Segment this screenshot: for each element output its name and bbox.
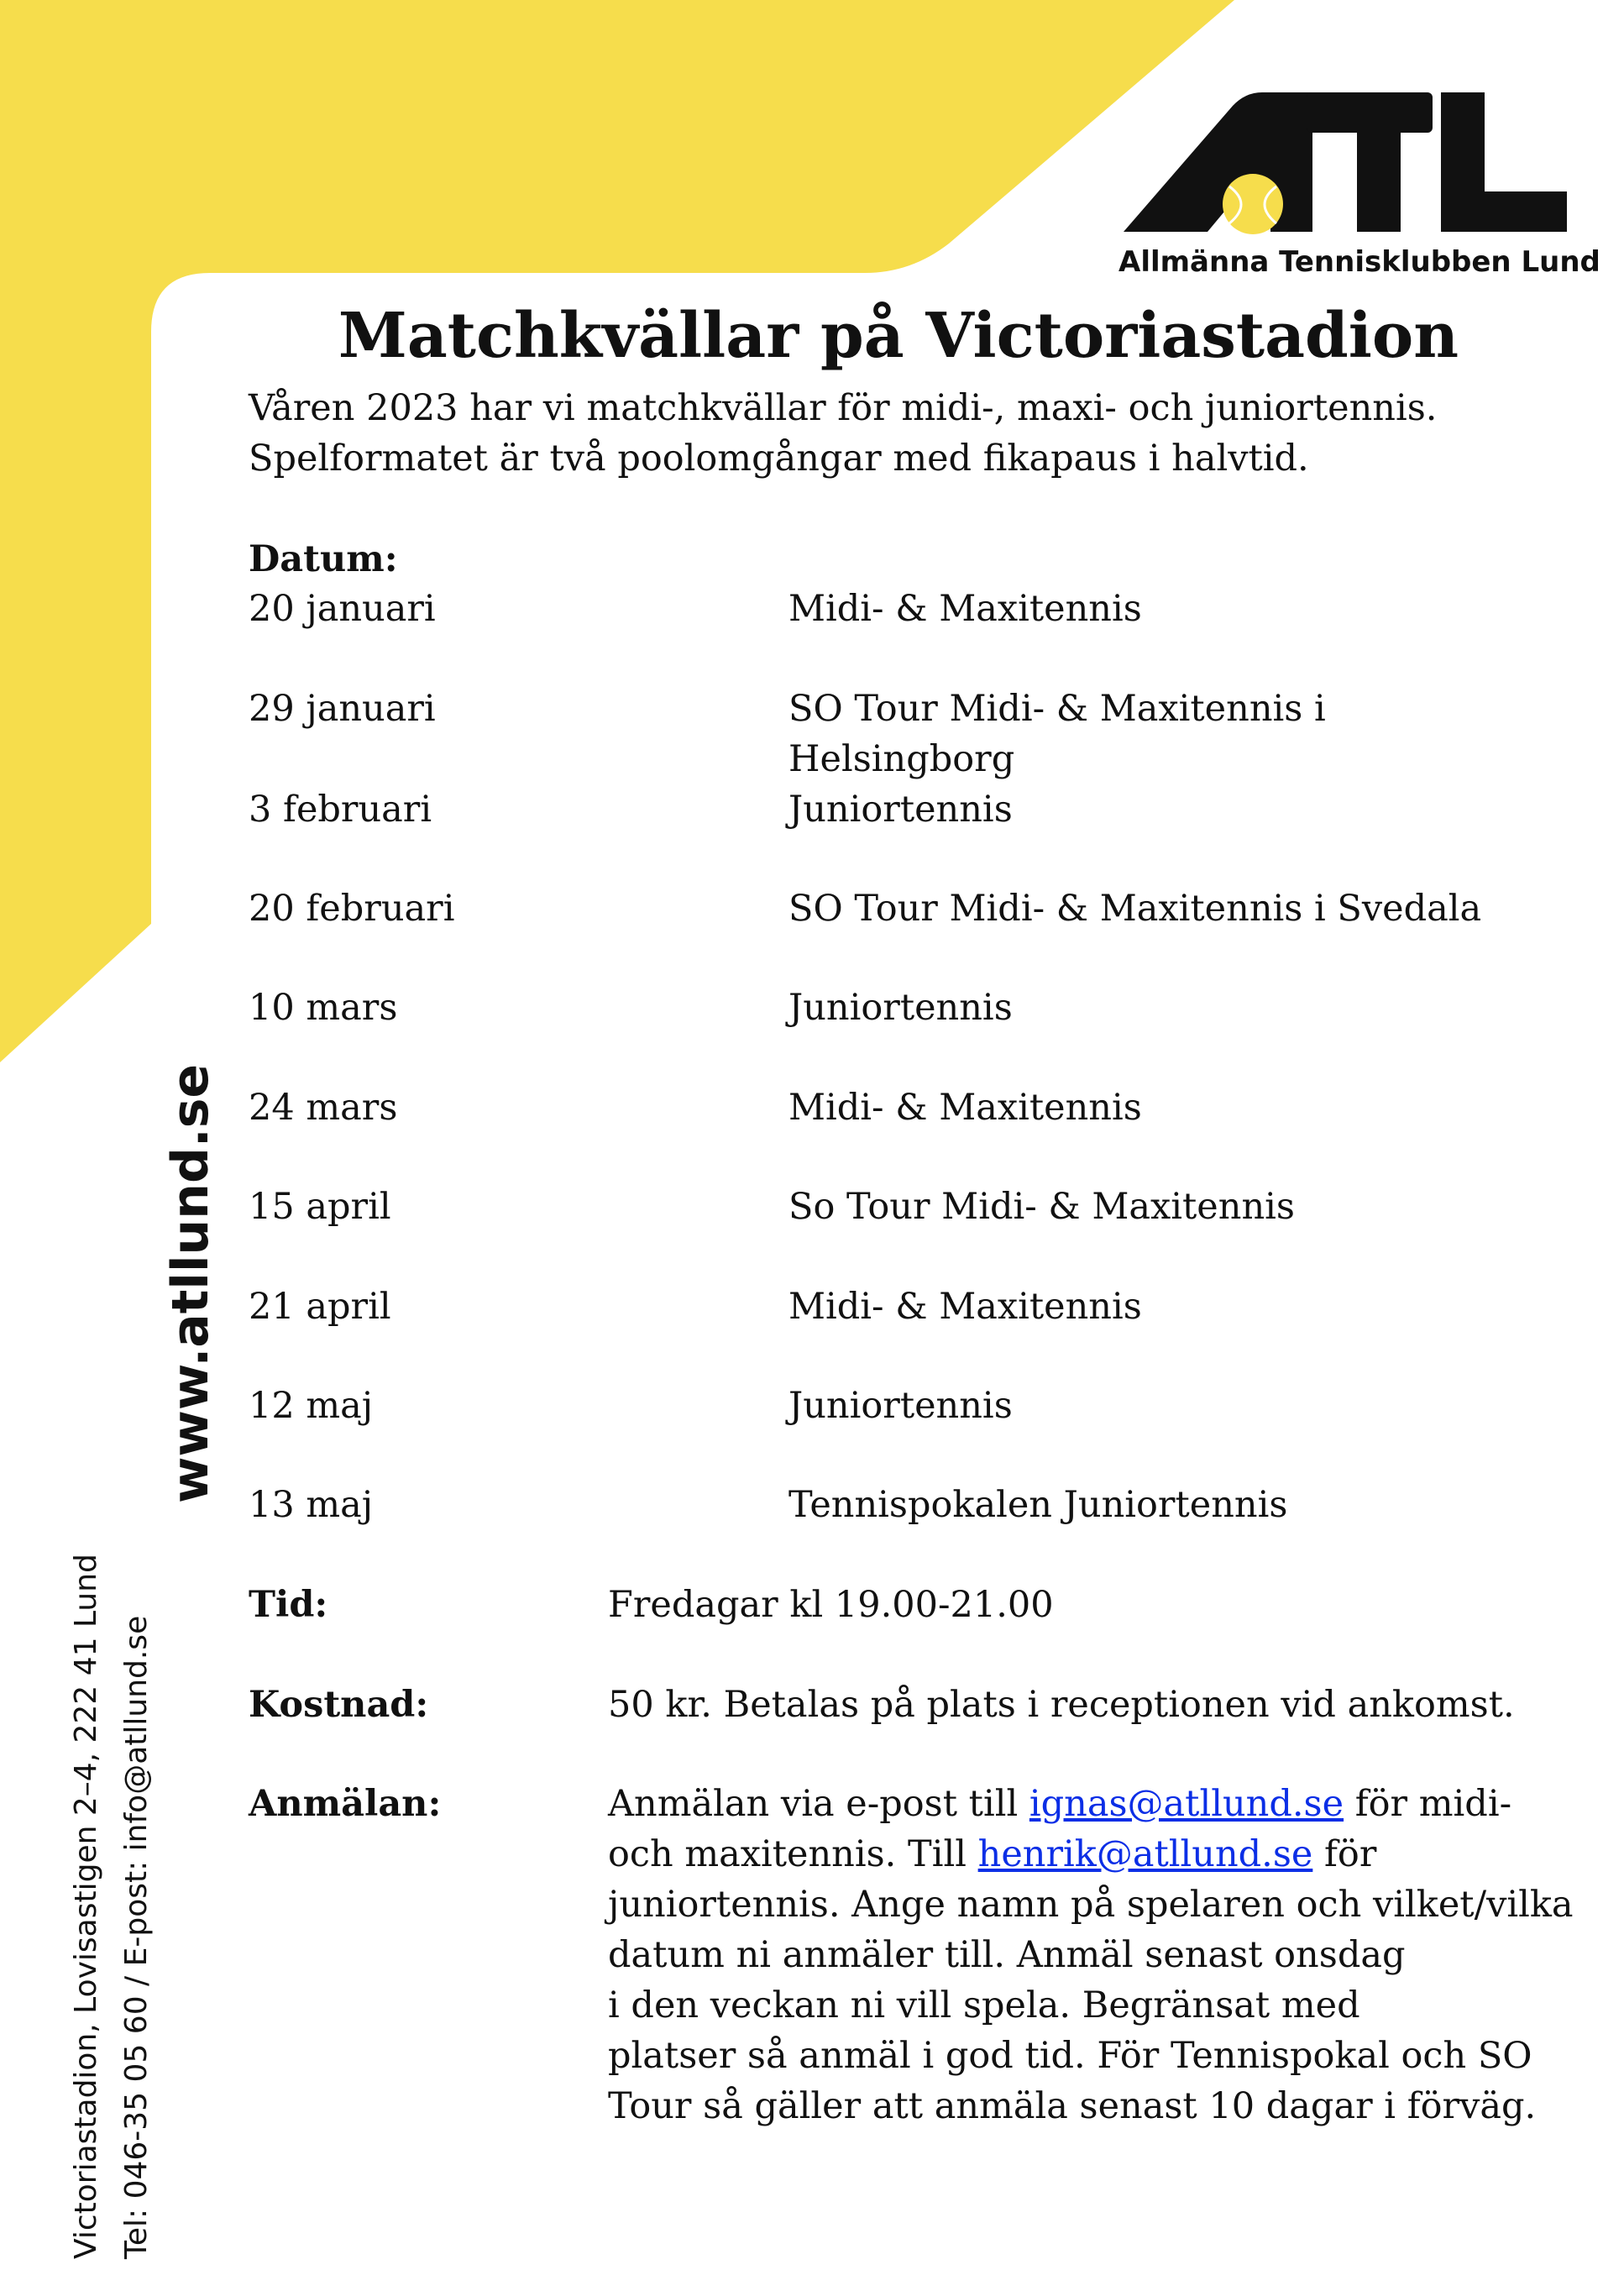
- intro-text: [249, 383, 1559, 484]
- date-value: 21 april: [249, 1286, 391, 1328]
- tid-label: Tid:: [249, 1584, 328, 1626]
- anmalan-text: [608, 1779, 1574, 2131]
- intro-line: Spelformatet är två poolomgångar med fikapaus i halvtid.: [249, 438, 1309, 480]
- event-value: Juniortennis: [788, 789, 1013, 831]
- event-value: Juniortennis: [788, 1385, 1013, 1427]
- anmalan-text-part: för: [1312, 1833, 1377, 1875]
- event-value: Midi- & Maxitennis: [788, 1286, 1142, 1328]
- date-value: 20 februari: [249, 888, 455, 930]
- page-title: Matchkvällar på Victoriastadion: [338, 300, 1459, 372]
- anmalan-line: i den veckan ni vill spela. Begränsat med: [608, 1984, 1360, 2026]
- anmalan-text-part: Anmälan via e-post till: [608, 1783, 1029, 1825]
- date-value: 20 januari: [249, 588, 436, 630]
- event-value: Midi- & Maxitennis: [788, 588, 1142, 630]
- email-link-ignas[interactable]: ignas@atllund.se: [1029, 1783, 1344, 1825]
- event-value: Juniortennis: [788, 987, 1013, 1029]
- intro-line: Våren 2023 har vi matchkvällar för midi-, maxi- och juniortennis.: [249, 387, 1438, 429]
- date-value: 24 mars: [249, 1087, 398, 1129]
- event-value: Tennispokalen Juniortennis: [788, 1484, 1288, 1526]
- kostnad-value: 50 kr. Betalas på plats i receptionen vid ankomst.: [608, 1684, 1515, 1726]
- anmalan-text-part: för midi-: [1344, 1783, 1512, 1825]
- anmalan-line: Tour så gäller att anmäla senast 10 dagar i förväg.: [608, 2085, 1537, 2127]
- date-value: 12 maj: [249, 1385, 374, 1427]
- tennis-ball-icon: [1223, 174, 1283, 234]
- sidebar-url: www.atllund.se: [161, 1063, 220, 1503]
- event-value: SO Tour Midi- & Maxitennis i Helsingborg: [788, 688, 1326, 780]
- anmalan-text-part: och maxitennis. Till: [608, 1833, 978, 1875]
- date-value: 29 januari: [249, 688, 436, 730]
- anmalan-line: juniortennis. Ange namn på spelaren och vilket/vilka: [608, 1884, 1574, 1926]
- anmalan-line: platser så anmäl i god tid. För Tennispokal och SO: [608, 2035, 1532, 2077]
- date-value: 3 februari: [249, 789, 432, 831]
- logo-tagline: Allmänna Tennisklubben Lund: [1118, 245, 1600, 279]
- date-value: 13 maj: [249, 1484, 374, 1526]
- sidebar-contact: Tel: 046-35 05 60 / E-post: info@atllund.se: [119, 1615, 154, 2259]
- date-value: 15 april: [249, 1186, 391, 1228]
- event-value: Midi- & Maxitennis: [788, 1087, 1142, 1129]
- kostnad-label: Kostnad:: [249, 1684, 429, 1726]
- event-value: So Tour Midi- & Maxitennis: [788, 1186, 1295, 1228]
- sidebar-address: Victoriastadion, Lovisastigen 2–4, 222 41 Lund: [69, 1554, 103, 2259]
- anmalan-line: datum ni anmäler till. Anmäl senast onsdag: [608, 1934, 1406, 1976]
- anmalan-label: Anmälan:: [249, 1783, 442, 1825]
- datum-label: Datum:: [249, 538, 398, 580]
- date-value: 10 mars: [249, 987, 398, 1029]
- event-value: SO Tour Midi- & Maxitennis i Svedala: [788, 888, 1482, 930]
- email-link-henrik[interactable]: henrik@atllund.se: [977, 1833, 1313, 1875]
- tid-value: Fredagar kl 19.00-21.00: [608, 1584, 1054, 1626]
